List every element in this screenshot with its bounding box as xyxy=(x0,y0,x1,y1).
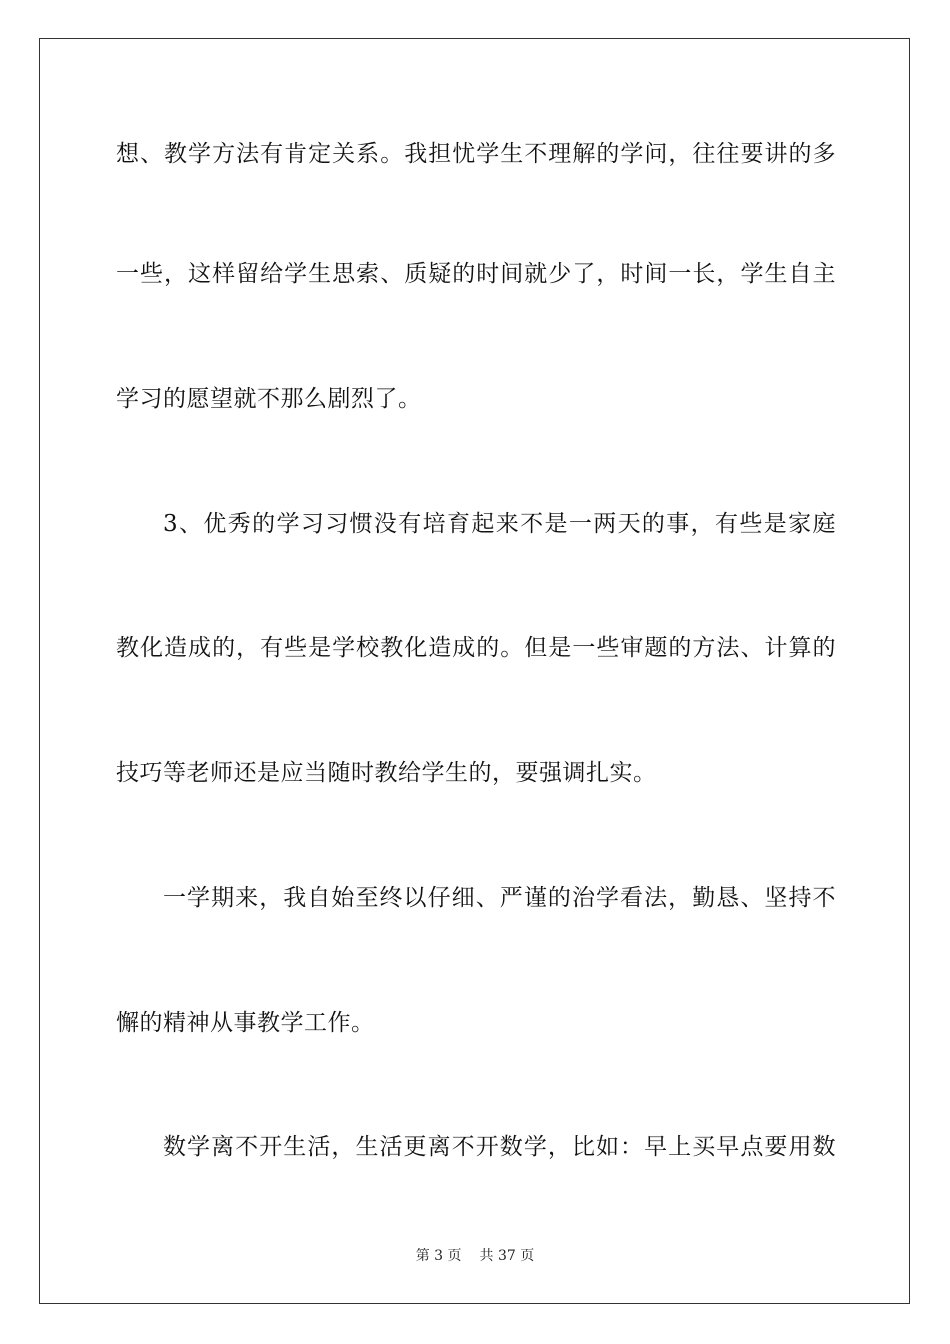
paragraph-line: 一学期来，我自始至终以仔细、严谨的治学看法，勤恳、坚持不 xyxy=(163,885,836,911)
page-total: 共 37 页 xyxy=(479,1248,535,1264)
paragraph-line: 学习的愿望就不那么剧烈了。 xyxy=(116,386,422,412)
page-footer xyxy=(0,1246,950,1266)
paragraph-line: 一些，这样留给学生思索、质疑的时间就少了，时间一长，学生自主 xyxy=(116,261,836,287)
paragraph-line: 技巧等老师还是应当随时教给学生的，要强调扎实。 xyxy=(116,760,657,786)
paragraph-line: 想、教学方法有肯定关系。我担忧学生不理解的学问，往往要讲的多 xyxy=(116,141,836,167)
page-number: 第 3 页 xyxy=(415,1248,462,1264)
paragraph-line: 3、优秀的学习习惯没有培育起来不是一两天的事，有些是家庭 xyxy=(163,511,836,537)
paragraph-line: 数学离不开生活，生活更离不开数学，比如：早上买早点要用数 xyxy=(163,1134,836,1160)
page-frame xyxy=(39,38,910,1304)
paragraph-line: 教化造成的，有些是学校教化造成的。但是一些审题的方法、计算的 xyxy=(116,635,836,661)
paragraph-line: 懈的精神从事教学工作。 xyxy=(116,1010,375,1036)
